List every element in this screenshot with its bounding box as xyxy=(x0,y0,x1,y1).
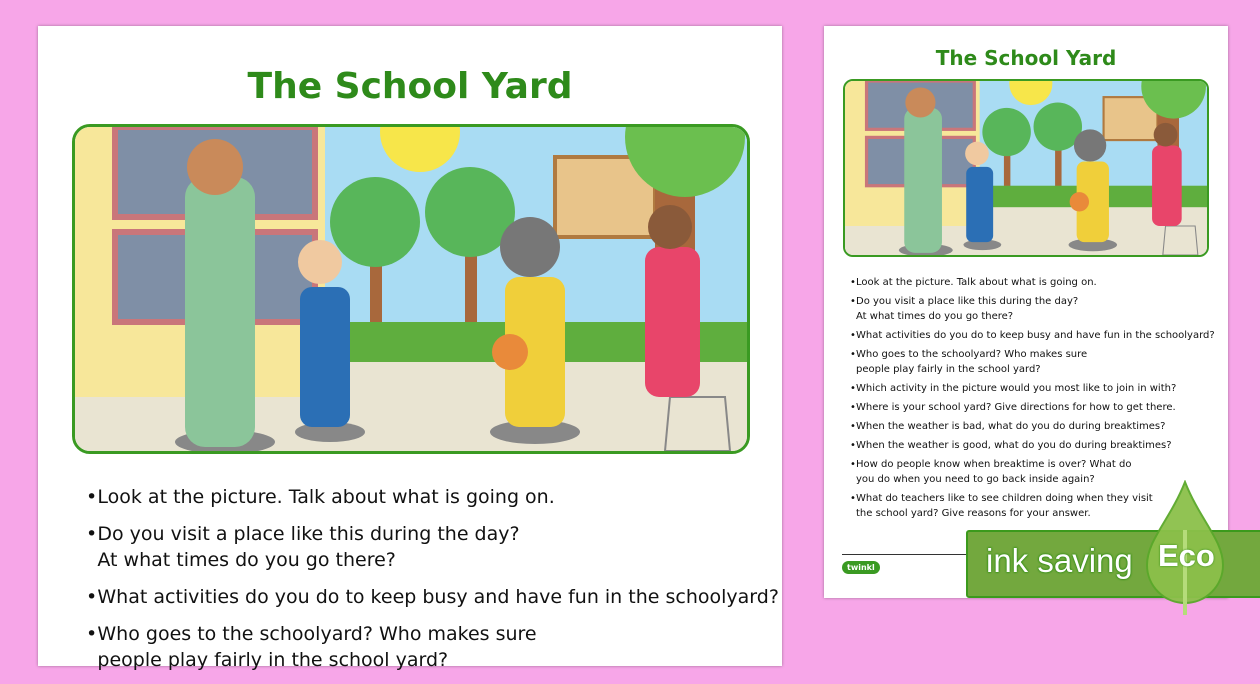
question-line-1: Do you visit a place like this during the day? xyxy=(97,523,520,545)
question-line-1: Look at the picture. Talk about what is going on. xyxy=(97,486,555,508)
question-line-1: Who goes to the schoolyard? Who makes sure xyxy=(856,349,1088,360)
question-line-2: people play fairly in the school yard? xyxy=(856,364,1041,375)
question-item xyxy=(850,328,1215,343)
twinkl-logo: twinkl xyxy=(842,561,880,574)
worksheet-large-preview xyxy=(38,26,782,671)
school-yard-illustration xyxy=(75,127,747,451)
bullet: • xyxy=(850,402,856,413)
eco-label: Eco xyxy=(1158,538,1215,573)
eco-leaf-badge xyxy=(1145,480,1225,615)
question-line-2: At what times do you go there? xyxy=(97,549,396,571)
bullet: • xyxy=(850,277,856,288)
illustration-frame xyxy=(843,79,1209,257)
question-line-1: What activities do you do to keep busy and have fun in the schoolyard? xyxy=(856,330,1215,341)
illustration-frame xyxy=(72,124,750,454)
page-title: The School Yard xyxy=(935,46,1117,70)
question-item xyxy=(850,400,1215,415)
question-item xyxy=(86,621,779,673)
question-item xyxy=(850,347,1215,377)
question-item xyxy=(86,484,779,510)
question-line-1: Which activity in the picture would you most like to join in with? xyxy=(856,383,1177,394)
bullet: • xyxy=(86,586,98,608)
question-item xyxy=(850,275,1215,290)
bullet: • xyxy=(850,421,856,432)
footer-divider xyxy=(842,554,972,555)
bullet: • xyxy=(850,459,856,470)
question-line-1: What do teachers like to see children doing when they visit xyxy=(856,493,1153,504)
bullet: • xyxy=(850,440,856,451)
question-line-2: the school yard? Give reasons for your answer. xyxy=(856,508,1091,519)
question-item xyxy=(86,521,779,573)
question-line-1: When the weather is bad, what do you do during breaktimes? xyxy=(856,421,1166,432)
bullet: • xyxy=(86,486,98,508)
ink-saving-label: ink saving xyxy=(986,542,1133,579)
bullet: • xyxy=(850,349,856,360)
question-line-1: When the weather is good, what do you do during breaktimes? xyxy=(856,440,1172,451)
question-line-1: Where is your school yard? Give directions for how to get there. xyxy=(856,402,1176,413)
question-line-1: What activities do you do to keep busy and have fun in the schoolyard? xyxy=(97,586,779,608)
question-line-2: people play fairly in the school yard? xyxy=(97,649,449,671)
question-item xyxy=(86,584,779,610)
bullet: • xyxy=(850,493,856,504)
bullet: • xyxy=(850,296,856,307)
page-title: The School Yard xyxy=(247,66,573,107)
question-item xyxy=(850,419,1215,434)
school-yard-illustration xyxy=(845,81,1207,255)
bullet: • xyxy=(850,330,856,341)
question-list xyxy=(86,484,779,684)
bullet: • xyxy=(850,383,856,394)
question-line-1: Do you visit a place like this during the day? xyxy=(856,296,1079,307)
question-line-1: How do people know when breaktime is over? What do xyxy=(856,459,1132,470)
question-line-2: At what times do you go there? xyxy=(856,311,1014,322)
bullet: • xyxy=(86,523,98,545)
question-line-1: Who goes to the schoolyard? Who makes sure xyxy=(97,623,537,645)
question-line-1: Look at the picture. Talk about what is going on. xyxy=(856,277,1097,288)
question-line-2: you do when you need to go back inside again? xyxy=(856,474,1095,485)
question-item xyxy=(850,438,1215,453)
question-item xyxy=(850,294,1215,324)
question-item xyxy=(850,381,1215,396)
bullet: • xyxy=(86,623,98,645)
